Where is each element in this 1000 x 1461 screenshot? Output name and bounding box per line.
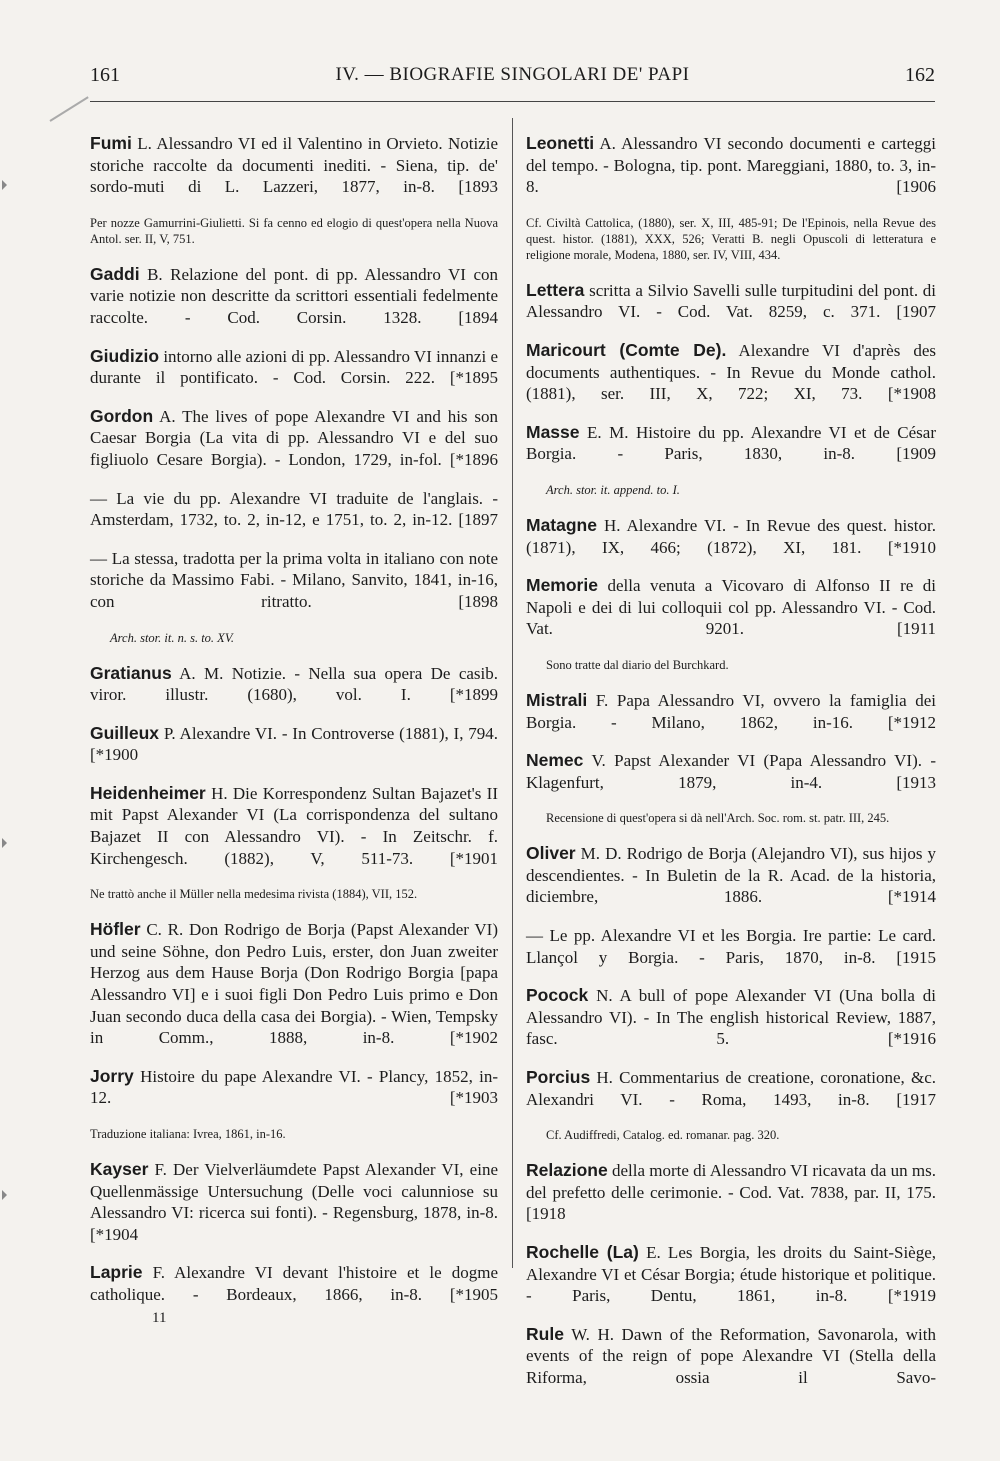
entry-number: [*1914 bbox=[887, 887, 937, 907]
entry-keyword: Rule bbox=[526, 1323, 564, 1344]
entry-number: [*1900 bbox=[90, 745, 139, 765]
entry-keyword: Porcius bbox=[526, 1067, 591, 1088]
bib-entry bbox=[90, 264, 498, 329]
column-divider bbox=[512, 118, 513, 1268]
margin-arrow-icon bbox=[2, 180, 7, 190]
left-column bbox=[90, 116, 498, 1323]
entry-text: A. Alessandro VI secondo documenti e carteggi del tempo. - Bologna, tip. pont. Mareggiani, 1880, to. 3, in-8. bbox=[526, 134, 936, 197]
bib-entry bbox=[526, 925, 936, 968]
margin-arrow-icon bbox=[2, 838, 7, 848]
entry-number: [*1901 bbox=[449, 848, 498, 868]
entry-text: — La vie du pp. Alexandre VI traduite de l'anglais. - Amsterdam, 1732, to. 2, in-12, e 1751, to. 2, in-12. bbox=[90, 488, 498, 530]
bib-entry bbox=[90, 1159, 498, 1245]
entry-number: [*1899 bbox=[449, 685, 499, 705]
entry-number: [*1903 bbox=[449, 1088, 498, 1108]
entry-text: A. The lives of pope Alexandre VI and his son Caesar Borgia (La vita di pp. Alessandro VI e del suo figliuolo Cesare Borgia). - London, 1729, in-fol. bbox=[90, 406, 498, 469]
bib-entry bbox=[526, 1242, 936, 1307]
entry-text: P. Alexandre VI. - In Controverse (1881), I, 794. bbox=[163, 723, 498, 743]
entry-keyword: Gratianus bbox=[90, 662, 172, 683]
entry-number: [1907 bbox=[896, 302, 937, 322]
bib-entry bbox=[526, 575, 936, 673]
entry-text: della venuta a Vicovaro di Alfonso II re di Napoli e dei di lui colloquii col pp. Alessandro VI. - Cod. Vat. 9201. bbox=[526, 576, 937, 639]
entry-number: [*1904 bbox=[90, 1224, 139, 1244]
entry-note: Per nozze Gamurrini-Giulietti. Si fa cenno ed elogio di quest'opera nella Nuova Antol. ser. II, V, 751. bbox=[90, 215, 498, 246]
entry-text: W. H. Dawn of the Reformation, Savonarola, with events of the reign of pope Alexandre VI (Stella della Riforma, ossia il Savo- bbox=[526, 1324, 936, 1387]
bib-entry bbox=[90, 723, 498, 766]
entry-keyword: Kayser bbox=[90, 1159, 149, 1179]
entry-note: Arch. stor. it. n. s. to. XV. bbox=[110, 630, 234, 645]
entry-number: [*1910 bbox=[887, 537, 936, 557]
bib-entry bbox=[90, 133, 498, 247]
page-number-left: 161 bbox=[90, 64, 120, 86]
entry-text: H. Die Korrespondenz Sultan Bajazet's II mit Papst Alexander VI (La corrispondenza del sultano Bajazet II con Alessandro VI). - In Zeitschr. f. Kirchengesch. (1882), V, 511-73. bbox=[90, 783, 499, 868]
entry-keyword: Oliver bbox=[526, 843, 576, 864]
bib-entry bbox=[90, 1262, 498, 1305]
entry-text: della morte di Alessandro VI ricavata da un ms. del prefetto delle cerimonie. - Cod. Vat. 7838, par. II, 175. bbox=[526, 1161, 937, 1202]
running-header bbox=[90, 64, 935, 94]
bib-entry bbox=[526, 515, 936, 558]
entry-note: Recensione di quest'opera si dà nell'Arch. Soc. rom. st. patr. III, 245. bbox=[546, 811, 890, 826]
bib-entry bbox=[90, 919, 498, 1049]
entry-number: [1897 bbox=[458, 510, 498, 530]
entry-text: M. D. Rodrigo de Borja (Alejandro VI), sus hijos y descendientes. - In Buletin de la R. Acad. de la historia, diciembre, 1886. bbox=[526, 844, 936, 907]
entry-keyword: Masse bbox=[526, 421, 580, 442]
entry-keyword: Guilleux bbox=[90, 722, 160, 743]
entry-text: intorno alle azioni di pp. Alessandro VI innanzi e durante il pontificato. - Cod. Corsin. 222. bbox=[90, 346, 499, 388]
entry-text: scritta a Silvio Savelli sulle turpitudini del pont. di Alessandro VI. - Cod. Vat. 8259, c. 371. bbox=[526, 280, 937, 322]
entry-number: [*1916 bbox=[887, 1029, 937, 1049]
bib-entry bbox=[526, 133, 936, 263]
running-title: IV. — BIOGRAFIE SINGOLARI DE' PAPI bbox=[335, 64, 690, 85]
bib-entry bbox=[526, 422, 936, 498]
entry-number: [1894 bbox=[458, 307, 498, 327]
bib-entry bbox=[90, 346, 498, 389]
entry-note: Cf. Audiffredi, Catalog. ed. romanar. pag. 320. bbox=[546, 1128, 780, 1143]
entry-text: V. Papst Alexander VI (Papa Alessandro VI). - Klagenfurt, 1879, in-4. bbox=[526, 751, 936, 792]
bib-entry bbox=[90, 663, 498, 706]
entry-text: N. A bull of pope Alexander VI (Una bolla di Alessandro VI). - In The english historical Review, 1887, fasc. 5. bbox=[526, 986, 937, 1049]
entry-number: [1915 bbox=[896, 947, 936, 967]
entry-number: [1911 bbox=[896, 619, 936, 639]
entry-note: Sono tratte dal diario del Burchkard. bbox=[546, 657, 729, 672]
entry-keyword: Pocock bbox=[526, 985, 589, 1006]
entry-text: E. M. Histoire du pp. Alexandre VI et de César Borgia. - Paris, 1830, in-8. bbox=[526, 422, 937, 464]
entry-number: [1906 bbox=[896, 177, 936, 197]
entry-note: Ne trattò anche il Müller nella medesima rivista (1884), VII, 152. bbox=[90, 887, 418, 902]
entry-number: [*1908 bbox=[887, 384, 936, 404]
page-number-right: 162 bbox=[905, 64, 935, 86]
bib-entry bbox=[90, 488, 498, 531]
entry-note: Arch. stor. it. append. to. I. bbox=[546, 482, 680, 497]
entry-number: [*1896 bbox=[449, 449, 498, 469]
bib-entry bbox=[90, 406, 498, 471]
entry-keyword: Laprie bbox=[90, 1262, 143, 1283]
bib-entry bbox=[526, 750, 936, 826]
entry-text: B. Relazione del pont. di pp. Alessandro VI con varie notizie non descritte da scrittori essentiali fedelmente raccolte. - Cod. Corsin. 1328. bbox=[90, 264, 499, 327]
entry-text: Alexandre VI d'après des documents authentiques. - In Revue du Monde cathol. (1881), ser. III, X, 722; XI, 73. bbox=[526, 340, 937, 404]
entry-keyword: Gaddi bbox=[90, 263, 140, 284]
pencil-mark bbox=[49, 96, 88, 122]
bib-entry bbox=[90, 548, 498, 646]
entry-keyword: Jorry bbox=[90, 1065, 134, 1086]
margin-arrow-icon bbox=[2, 1190, 7, 1200]
entry-text: L. Alessandro VI ed il Valentino in Orvieto. Notizie storiche raccolte da documenti inediti. - Siena, tip. de' sordo-muti di L. Lazzeri, 1877, in-8. bbox=[90, 134, 499, 197]
entry-keyword: Fumi bbox=[90, 133, 132, 153]
entry-text: — Le pp. Alexandre VI et les Borgia. Ire partie: Le card. Llançol y Borgia. - Paris, 1870, in-8. bbox=[526, 926, 936, 967]
entry-number: [1918 bbox=[526, 1204, 566, 1224]
entry-number: [*1902 bbox=[449, 1028, 498, 1048]
entry-keyword: Heidenheimer bbox=[90, 782, 206, 803]
entry-keyword: Maricourt (Comte De). bbox=[526, 339, 727, 360]
entry-text: — La stessa, tradotta per la prima volta in italiano con note storiche da Massimo Fabi. - Milano, Sanvito, 1841, in-16, con ritratto. bbox=[90, 548, 498, 611]
entry-keyword: Leonetti bbox=[526, 133, 595, 153]
entry-text: H. Alexandre VI. - In Revue des quest. histor. (1871), IX, 466; (1872), XI, 181. bbox=[526, 515, 936, 557]
entry-number: [*1895 bbox=[449, 368, 499, 388]
entry-text: F. Der Vielverläumdete Papst Alexander VI, eine Quellenmässige Untersuchung (Delle voci calunniose su Alessandro VI: ricerca sui fonti). - Regensburg, 1878, in-8. bbox=[90, 1160, 498, 1223]
entry-text: C. R. Don Rodrigo de Borja (Papst Alexander VI) und seine Söhne, don Pedro Luis, erster, don Juan zweiter Herzog aus dem Hause Borja (Don Rodrigo Borgia [papa Alessandro VI] e i suoi figli Don Pedro Luis primo e Don Juan secondo duca della casa dei Borgia). - Wien, Tempsky in Comm., 1888, in-8. bbox=[90, 920, 498, 1048]
entry-text: F. Papa Alessandro VI, ovvero la famiglia dei Borgia. - Milano, 1862, in-16. bbox=[526, 690, 937, 732]
entry-keyword: Memorie bbox=[526, 575, 598, 596]
entry-keyword: Matagne bbox=[526, 514, 597, 535]
bib-entry bbox=[526, 280, 936, 323]
bib-entry bbox=[526, 985, 936, 1050]
entry-number: [1898 bbox=[458, 591, 499, 611]
bib-entry bbox=[526, 843, 936, 908]
entry-keyword: Mistrali bbox=[526, 689, 588, 710]
bib-entry bbox=[526, 1160, 936, 1225]
header-rule bbox=[90, 101, 935, 102]
entry-number: [1917 bbox=[896, 1089, 937, 1109]
entry-number: [*1905 bbox=[449, 1284, 498, 1304]
entry-keyword: Rochelle (La) bbox=[526, 1242, 639, 1262]
entry-text: A. M. Notizie. - Nella sua opera De casib. viror. illustr. (1680), vol. I. bbox=[90, 663, 499, 705]
entry-number: [1913 bbox=[896, 772, 936, 792]
entry-keyword: Giudizio bbox=[90, 345, 160, 366]
entry-text: F. Alexandre VI devant l'histoire et le dogme catholique. - Bordeaux, 1866, in-8. bbox=[90, 1263, 498, 1304]
entry-keyword: Gordon bbox=[90, 405, 154, 426]
entry-number: [*1919 bbox=[887, 1286, 937, 1306]
entry-keyword: Lettera bbox=[526, 279, 585, 300]
bib-entry bbox=[526, 1067, 936, 1143]
entry-keyword: Relazione bbox=[526, 1160, 608, 1181]
bib-entry bbox=[526, 690, 936, 733]
entry-number: [*1912 bbox=[887, 712, 936, 732]
entry-text: Histoire du pape Alexandre VI. - Plancy, 1852, in-12. bbox=[90, 1066, 499, 1108]
bib-entry bbox=[90, 1066, 498, 1142]
entry-keyword: Höfler bbox=[90, 919, 141, 940]
bib-entry bbox=[90, 783, 498, 902]
entry-number: [1909 bbox=[896, 444, 936, 464]
entry-keyword: Nemec bbox=[526, 750, 584, 771]
bib-entry bbox=[526, 340, 936, 405]
entry-text: H. Commentarius de creatione, coronatione, &c. Alexandri VI. - Roma, 1493, in-8. bbox=[526, 1068, 936, 1109]
bib-entry bbox=[526, 1324, 936, 1389]
entry-note: Cf. Civiltà Cattolica, (1880), ser. X, III, 485-91; De l'Epinois, nella Revue des quest. histor. (1881), XXX, 526; Veratti B. negli Opuscoli di letteratura e religione morale, Modena, 1880, ser. IV, VIII, 434. bbox=[526, 215, 936, 262]
entry-text: E. Les Borgia, les droits du Saint-Siège, Alexandre VI et César Borgia; étude historique et politique. - Paris, Dentu, 1861, in-8. bbox=[526, 1243, 937, 1306]
signature-mark: 11 bbox=[152, 1310, 167, 1326]
entry-note: Traduzione italiana: Ivrea, 1861, in-16. bbox=[90, 1127, 286, 1141]
entry-number: [1893 bbox=[458, 177, 498, 197]
right-column bbox=[526, 116, 936, 1406]
